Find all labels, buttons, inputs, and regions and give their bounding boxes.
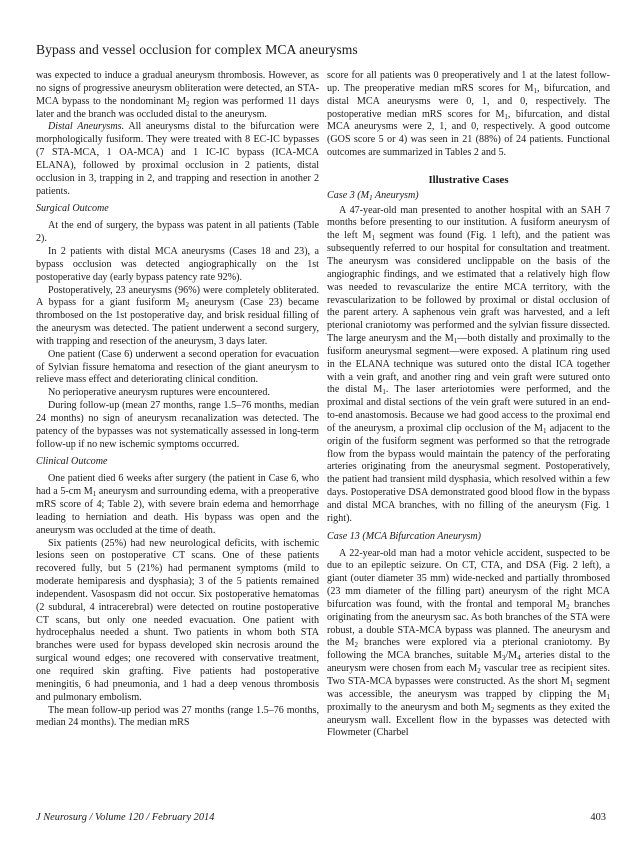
section-heading-illustrative-cases: Illustrative Cases	[428, 173, 509, 186]
paragraph-lead: Distal Aneurysms.	[48, 121, 125, 133]
subheading-clinical-outcome: Clinical Outcome	[36, 456, 108, 468]
paragraph: score for all patients was 0 preoperatively and 1 at the latest follow-up. The preoperative median mRS scores for $M_1$, bifurcation, and distal MCA aneurysms were 0, 1, and 0, respectively. The postoperative median mRS scores for $M_1$, bifurcation, and distal MCA aneurysms were 2, 1, and 0, respectively. A good outcome (GOS score 5 or 4) was seen in 21 (88%) of 24 patients. Functional outcomes are summarized in Tables 2 and 5.	[327, 70, 611, 159]
paragraph: At the end of surgery, the bypass was patent in all patients (Table 2).	[36, 220, 319, 245]
page-number: 403	[590, 812, 606, 823]
subheading-case-13: Case 13 (MCA Bifurcation Aneurysm)	[327, 530, 482, 542]
paragraph: was expected to induce a gradual aneurysm thrombosis. However, as no signs of progressive aneurysm obliteration were detected, an STA-MCA bypass to the nondominant $M_2$ region was performed 11 days later and the branch was occluded distal to the aneurysm.	[36, 70, 319, 120]
running-title: Bypass and vessel occlusion for complex MCA aneurysms	[36, 42, 358, 57]
subheading-case-3: Case 3 ($M_1$ Aneurysm)	[327, 189, 419, 202]
paragraph: During follow-up (mean 27 months, range 1.5–76 months, median 24 months) no sign of aneurysm recanalization was detected. The patency of the bypasses was not systematically assessed in long-term follow-up if no new ischemic symptoms occurred.	[36, 400, 319, 450]
subheading-surgical-outcome: Surgical Outcome	[36, 203, 109, 215]
paragraph: One patient died 6 weeks after surgery (the patient in Case 6, who had a 5-cm $M_1$ aneurysm and surrounding edema, with a preoperative mRS score of 4; Table 2), with severe brain edema and hemorrhage leading to herniation and death. His bypass was open and the aneurysm was occluded at the time of death.	[36, 473, 319, 536]
paragraph: The mean follow-up period was 27 months (range 1.5–76 months, median 24 months). The median mRS	[36, 704, 319, 729]
paragraph-body: All aneurysms distal to the bifurcation were morphologically fusiform. They were treated with 8 EC-IC bypasses (7 STA-MCA, 1 OA-MCA) and 1 IC-IC bypass (ICA-MCA ELANA), followed by proximal occlusion in 2 patients, distal occlusion in 3, trapping in 2, and trapping and resection in another 2 patients.	[36, 121, 319, 197]
paragraph: A 22-year-old man had a motor vehicle accident, suspected to be due to an epileptic seizure. On CT, CTA, and DSA (Fig. 2 left), a giant (outer diameter 35 mm) wide-necked and partially thrombosed (23 mm diameter of the filling part) aneurysm of the right MCA bifurcation was found, with the frontal and temporal $M_2$ branches originating from the aneurysm sac. As both branches of the STA were robust, a double STA-MCA bypass was planned. The aneurysm and the $M_2$ branches were explored via a pterional craniotomy. By following the MCA branches, suitable $M_3/M_4$ arteries distal to the aneurysm were chosen from each $M_2$ vascular tree as recipient sites. Two STA-MCA bypasses were constructed. As the short $M_1$ segment was accessible, the aneurysm was trapped by clipping the $M_1$ proximally to the aneurysm and both $M_2$ segments as they exited the aneurysm wall. Excellent flow in the bypasses was detected with Flowmeter (Charbel	[327, 547, 610, 739]
paragraph: No perioperative aneurysm ruptures were encountered.	[48, 387, 270, 399]
paragraph: In 2 patients with distal MCA aneurysms (Cases 18 and 23), a bypass occlusion was detected angiographically on the 1st postoperative day (early bypass patency rate 92%).	[36, 245, 319, 283]
paragraph	[36, 121, 319, 198]
paragraph: A 47-year-old man presented to another hospital with an SAH 7 months before presenting to our institution. A fusiform aneurysm of the left $M_1$ segment was found (Fig. 1 left), and the patient was subsequently referred to our hospital for consultation and treatment. The aneurysm was considered unclippable on the basis of the angiographic findings, and we estimated that a relatively high flow was needed to revascularize the entire MCA territory, with the revascularization to be followed by proximal or distal occlusion of the parent artery. A saphenous vein graft was harvested, and a left pterional craniotomy was performed and the sylvian fissure dissected. The large aneurysm and the $M_1—both$ distally and proximally to the fusiform aneurysmal segment—were exposed. A platinum ring used in the ELANA technique was sutured onto the distal ICA together with a vein graft, and another ring and vein graft were sutured onto the distal $M_1$. The laser arteriotomies were performed, and the proximal and distal sections of the vein graft were sutured in an end-to-end anastomosis. Because we had good access to the proximal end of the aneurysm, a proximal clip occlusion of the $M_1$ adjacent to the origin of the fusiform segment was performed so that the retrograde flow from the bypass would maintain the patency of the perforating arteries originating from the aneurysmal segment. Postoperatively, the patient had transient mild dysphasia, which resolved within a few days. Postoperative DSA demonstrated good blood flow in the bypass and distal MCA branches, with no filling of the aneurysm (Fig. 1 right).	[327, 204, 610, 524]
right-column	[327, 70, 610, 740]
journal-citation: J Neurosurg / Volume 120 / February 2014	[36, 812, 215, 823]
paragraph: Six patients (25%) had new neurological deficits, with ischemic lesions seen on postoperative CT scans. One of these patients recovered fully, but 5 (21%) had permanent symptoms (mild to moderate hemiparesis and dysphasia); 3 of the 5 patients remained independent. Vasospasm did not occur. Six postoperative hematomas (2 subdural, 4 intracerebral) were detected on routine postoperative CT scans, but only one needed evacuation. One patient with hydrocephalus needed a shunt. Two patients in whom both STA branches were used for bypass developed skin necrosis around the surgical wound edges; one recovered with conservative treatment, one required skin grafting. Five patients had postoperative meningitis, 6 had pneumonia, and 1 had a deep venous thrombosis and pulmonary embolism.	[36, 537, 319, 703]
paragraph: One patient (Case 6) underwent a second operation for evacuation of Sylvian fissure hematoma and resection of the giant aneurysm to relieve mass effect and deteriorating clinical condition.	[36, 348, 319, 386]
paragraph: Postoperatively, 23 aneurysms (96%) were completely obliterated. A bypass for a giant fusiform $M_2$ aneurysm (Case 23) became thrombosed on the 1st postoperative day, and brisk residual filling of the aneurysm was detected. The patient underwent a second surgery, with trapping and resection of the aneurysm, 3 days later.	[36, 284, 319, 347]
left-column	[36, 70, 319, 730]
